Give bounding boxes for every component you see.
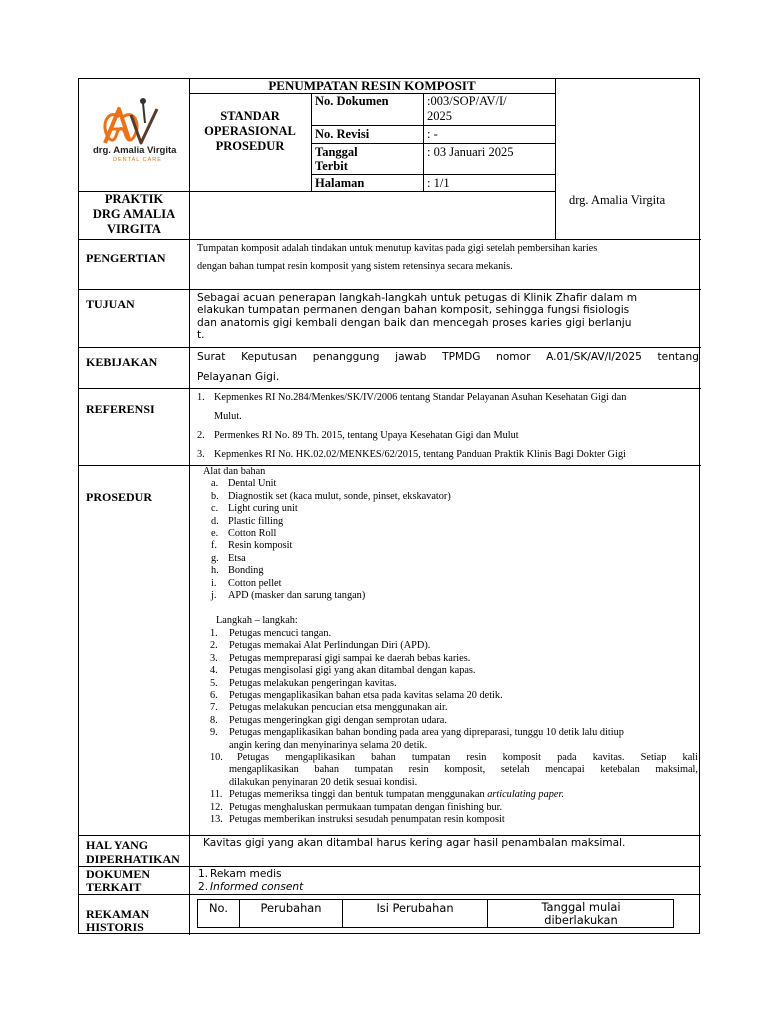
- list-text: Petugas mempreparasi gigi sampai ke daerah bebas karies.: [229, 652, 471, 664]
- divider: [79, 289, 701, 290]
- list-text: Informed consent: [210, 880, 304, 893]
- document-title: PENUMPATAN RESIN KOMPOSIT: [268, 78, 476, 93]
- divider: [79, 835, 701, 836]
- step-item: [210, 752, 698, 764]
- divider: [79, 894, 701, 895]
- list-number: 7.: [210, 702, 218, 714]
- tool-item: [211, 553, 699, 565]
- list-letter: e.: [211, 528, 219, 540]
- sop-label-line: PROSEDUR: [215, 139, 285, 153]
- list-text: mengaplikasikan bahan tumpatan resin komposit, setelah mencapai ketebalan maksimal,: [229, 764, 698, 776]
- section-body-tujuan: [197, 292, 699, 342]
- meta-value-line: 2025: [427, 109, 452, 123]
- list-text: Cotton Roll: [228, 528, 277, 540]
- section-label-rekaman: [86, 908, 149, 933]
- section-body-dokumen: [198, 868, 303, 893]
- tool-item: [211, 478, 699, 490]
- logo-tagline: DENTAL CARE: [113, 157, 162, 163]
- text-line: Pelayanan Gigi.: [197, 371, 280, 383]
- meta-label-publish-date: [315, 145, 358, 173]
- list-text: Petugas melakukan pengeringan kavitas.: [229, 677, 397, 689]
- meta-value-line: :003/SOP/AV/I/: [427, 94, 507, 108]
- divider: [423, 93, 424, 191]
- tool-item: [211, 565, 699, 577]
- list-text: Light curing unit: [228, 503, 298, 515]
- step-item: [210, 802, 698, 814]
- list-text: Resin komposit: [228, 540, 293, 552]
- tool-item: [211, 540, 699, 552]
- list-letter: f.: [211, 540, 218, 552]
- list-text: Mulut.: [214, 411, 242, 422]
- signatory-name: drg. Amalia Virgita: [569, 193, 666, 207]
- meta-label-line: Tanggal: [315, 145, 358, 159]
- label-line: DIPERHATIKAN: [86, 852, 180, 866]
- meta-value-revision: : -: [427, 127, 438, 141]
- section-body-prosedur: [203, 466, 699, 602]
- list-text-main: Petugas memeriksa tinggi dan bentuk tumpatan menggunakan: [229, 789, 485, 801]
- list-number: 13.: [210, 814, 223, 826]
- text-line: Sebagai acuan penerapan langkah-langkah untuk petugas di Klinik Zhafir dalam m: [197, 292, 638, 304]
- tool-item: [211, 528, 699, 540]
- list-number: 2.: [198, 880, 209, 893]
- reference-item: [197, 426, 701, 445]
- list-number: 12.: [210, 801, 223, 813]
- history-header-isi: Isi Perubahan: [343, 900, 488, 927]
- list-text: Permenkes RI No. 89 Th. 2015, tentang Upaya Kesehatan Gigi dan Mulut: [214, 430, 519, 441]
- list-text: APD (masker dan sarung tangan): [228, 590, 366, 602]
- step-item: [210, 789, 698, 801]
- label-line: DOKUMEN: [86, 867, 150, 881]
- list-text: Petugas mengaplikasikan bahan tumpatan resin komposit pada kavitas. Setiap kali: [237, 752, 698, 764]
- practice-name: [79, 192, 189, 237]
- sop-label-line: STANDAR: [220, 109, 280, 123]
- steps-title: Langkah – langkah:: [216, 615, 298, 626]
- step-item: [210, 628, 698, 640]
- meta-label-page: Halaman: [315, 176, 365, 190]
- step-item: [210, 640, 698, 652]
- step-item: [210, 678, 698, 690]
- divider: [555, 79, 556, 239]
- list-text: Petugas mengaplikasikan bahan bonding pada area yang dipreparasi, tunggu 10 detik lalu ditiup: [229, 727, 624, 739]
- list-text: Petugas melakukan pencucian etsa menggunakan air.: [229, 702, 448, 714]
- list-text: Etsa: [228, 552, 246, 564]
- step-item-cont: [210, 740, 698, 752]
- list-number: 5.: [210, 677, 218, 689]
- practice-name-line: VIRGITA: [107, 222, 161, 236]
- list-number: 8.: [210, 714, 218, 726]
- step-item: [210, 727, 698, 739]
- section-body-kebijakan: [197, 347, 699, 387]
- history-table: [197, 899, 674, 928]
- list-number: 2.: [197, 430, 205, 441]
- text-line: dengan bahan tumpat resin komposit yang sistem retensinya secara mekanis.: [197, 261, 513, 272]
- document-item: [198, 881, 303, 894]
- list-letter: g.: [211, 552, 219, 564]
- label-line: REKAMAN: [86, 907, 150, 921]
- text-line: t.: [197, 329, 205, 342]
- list-number: 1.: [197, 392, 205, 403]
- list-text: Petugas mengaplikasikan bahan etsa pada kavitas selama 20 detik.: [229, 690, 503, 702]
- meta-value-publish-date: : 03 Januari 2025: [427, 145, 514, 159]
- list-number: 1.: [198, 868, 209, 880]
- practice-name-line: DRG AMALIA: [92, 207, 176, 221]
- tool-item: [211, 491, 699, 503]
- list-number: 3.: [197, 449, 205, 460]
- list-text: [229, 789, 564, 801]
- list-number: 6.: [210, 690, 218, 702]
- list-letter: a.: [211, 478, 219, 490]
- list-number: 2.: [210, 640, 218, 652]
- section-body-referensi: [197, 388, 701, 464]
- section-label-referensi: REFERENSI: [86, 402, 155, 416]
- list-text-italic: articulating paper.: [487, 789, 564, 801]
- list-text: Diagnostik set (kaca mulut, sonde, pinset, ekskavator): [228, 490, 451, 502]
- list-text: Petugas menghaluskan permukaan tumpatan dengan finishing bur.: [229, 801, 503, 813]
- document-item: [198, 868, 303, 881]
- tool-item: [211, 578, 699, 590]
- step-item: [210, 715, 698, 727]
- list-text: Kepmenkes RI No. HK.02.02/MENKES/62/2015, tentang Panduan Praktik Klinis Bagi Dokter Gigi: [214, 449, 626, 460]
- sop-label-line: OPERASIONAL: [204, 124, 296, 138]
- tool-item: [211, 516, 699, 528]
- meta-value-page: : 1/1: [427, 176, 450, 190]
- divider: [311, 174, 555, 175]
- list-letter: i.: [211, 577, 217, 589]
- history-header-perubahan: Perubahan: [240, 900, 343, 927]
- section-label-prosedur: PROSEDUR: [86, 490, 153, 504]
- list-number: 1.: [210, 628, 218, 639]
- label-line: TERKAIT: [86, 879, 142, 894]
- list-number: 9.: [210, 727, 218, 739]
- list-text: Plastic filling: [228, 515, 284, 527]
- step-item-cont: [210, 777, 698, 789]
- logo-brand: drg. Amalia Virgita: [93, 145, 177, 156]
- history-header-tanggal: Tanggal mulai diberlakukan: [541, 900, 621, 927]
- meta-value-doc-number: [427, 94, 507, 124]
- text-line: dan anatomis gigi kembali dengan baik dan mencegah proses karies gigi berlanju: [197, 316, 632, 329]
- label-line: HISTORIS: [86, 919, 144, 934]
- list-number: 10.: [210, 752, 223, 764]
- list-text: Petugas memberikan instruksi sesudah penumpatan resin komposit: [229, 814, 505, 826]
- text-line: Surat Keputusan penanggung jawab TPMDG nomor A.01/SK/AV/I/2025 tentang: [197, 351, 699, 363]
- sop-label: [189, 109, 311, 154]
- section-label-kebijakan: KEBIJAKAN: [86, 355, 158, 369]
- text-line: Tumpatan komposit adalah tindakan untuk menutup kavitas pada gigi setelah pembersihan karies: [197, 243, 598, 254]
- list-number: 3.: [210, 652, 218, 664]
- list-text: Petugas mencuci tangan.: [229, 628, 332, 639]
- step-item-cont: [210, 764, 698, 776]
- divider: [189, 79, 190, 935]
- list-number: 11.: [210, 789, 223, 801]
- list-text: Bonding: [228, 565, 264, 577]
- list-text: Rekam medis: [210, 868, 282, 880]
- list-text: Kepmenkes RI No.284/Menkes/SK/IV/2006 tentang Standar Pelayanan Asuhan Kesehatan Gigi dan: [214, 392, 627, 403]
- section-body-hal-yang: Kavitas gigi yang akan ditambal harus kering agar hasil penambalan maksimal.: [203, 837, 626, 849]
- section-label-dokumen: [86, 868, 150, 893]
- reference-item: [197, 388, 701, 407]
- list-text: Cotton pellet: [228, 577, 282, 589]
- practice-name-line: PRAKTIK: [104, 192, 164, 206]
- tool-item: [211, 590, 699, 602]
- list-letter: h.: [211, 565, 219, 577]
- step-item: [210, 690, 698, 702]
- label-line: HAL YANG: [86, 838, 149, 852]
- list-text: Petugas mengisolasi gigi yang akan ditambal dengan kapas.: [229, 665, 476, 677]
- history-header-no: No.: [198, 900, 240, 927]
- step-item: [210, 653, 698, 665]
- steps-block: [209, 615, 701, 627]
- divider: [311, 93, 312, 191]
- list-letter: b.: [211, 490, 219, 502]
- list-letter: c.: [211, 503, 219, 515]
- divider: [311, 143, 555, 144]
- step-item: [210, 702, 698, 714]
- divider: [79, 866, 701, 867]
- tool-item: [211, 503, 699, 515]
- list-number: 4.: [210, 665, 218, 677]
- section-label-pengertian: PENGERTIAN: [86, 251, 166, 265]
- tools-title: Alat dan bahan: [203, 466, 266, 477]
- section-label-hal-yang: [86, 838, 180, 866]
- list-text: angin kering dan menyinarinya selama 20 detik.: [229, 739, 428, 751]
- clinic-logo: [79, 79, 189, 191]
- list-letter: j.: [211, 590, 217, 602]
- list-text: Petugas memakai Alat Perlindungan Diri (APD).: [229, 640, 431, 652]
- meta-label-revision: No. Revisi: [315, 127, 370, 141]
- text-line: elakukan tumpatan permanen dengan bahan komposit, sehingga fungsi fisiologis: [197, 304, 630, 317]
- meta-label-line: Terbit: [315, 159, 348, 173]
- list-text: Dental Unit: [228, 478, 277, 490]
- section-body-pengertian: [197, 240, 701, 276]
- step-item: [210, 665, 698, 677]
- section-label-tujuan: TUJUAN: [86, 297, 135, 311]
- meta-label-doc-number: No. Dokumen: [315, 94, 389, 108]
- list-letter: d.: [211, 515, 219, 527]
- tooth-av-logo-icon: [79, 79, 189, 191]
- reference-item-cont: [197, 407, 701, 426]
- tools-list: [203, 478, 699, 602]
- step-item: [210, 814, 698, 826]
- list-text: dilakukan penyinaran 20 detik sesuai kondisi.: [229, 776, 418, 788]
- steps-list: [210, 628, 698, 827]
- reference-item: [197, 445, 701, 464]
- sop-document: [78, 78, 700, 934]
- list-text: Petugas mengeringkan gigi dengan semprotan udara.: [229, 714, 447, 726]
- divider: [311, 125, 555, 126]
